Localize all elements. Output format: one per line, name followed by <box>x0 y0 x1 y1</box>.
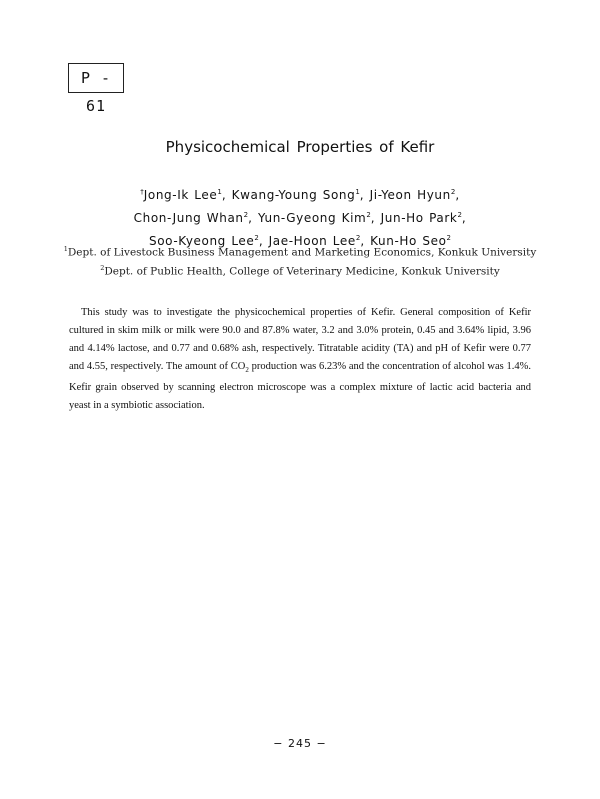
affiliation-line <box>0 242 600 261</box>
author-affiliation: 1 <box>355 188 360 196</box>
author-affiliation: 2 <box>355 234 361 242</box>
author-name: Jae-Hoon Lee <box>268 234 356 248</box>
author-affiliation: 2 <box>446 234 451 242</box>
abstract-subscript: 2 <box>245 366 249 375</box>
affiliation-text: Dept. of Public Health, College of Veterinary Medicine, Konkuk University <box>104 265 500 277</box>
affiliation-line <box>0 261 600 280</box>
abstract-part: production was 6.23% and the concentration of alcohol was 1.4%. Kefir grain observed by scanning electron microscope was a complex mixture of lactic acid bacteria and yeast in a symbiotic association. <box>69 361 531 412</box>
author-name: Yun-Gyeong Kim <box>257 211 367 225</box>
author-name: Soo-Kyeong Lee <box>149 234 255 248</box>
author-name: Chon-Jung Whan <box>133 211 244 225</box>
author-name: Ji-Yeon Hyun <box>369 188 451 202</box>
author-name: Kwang-Young Song <box>231 188 356 202</box>
author-name: Kun-Ho Seo <box>370 234 447 248</box>
author-affiliation: 2 <box>243 211 249 219</box>
author-affiliation: 2 <box>254 234 259 242</box>
author-affiliation: 1 <box>217 188 222 196</box>
author-affiliation: 2 <box>366 211 371 219</box>
abstract-part: This study was to investigate the physicochemical properties of Kefir. General composition of Kefir cultured in skim milk or milk were 90.0 and 87.8% water, 3.2 and 3.0% protein, 0.45 and 3.64% lipid, 3.96 and 4.14% lactose, and 0.77 and 0.68% ash, respectively. Titratable acidity (TA) and pH of Kefir were 0.77 and 4.55, respectively. The amount of CO <box>69 307 531 372</box>
affiliation-number: 2 <box>100 263 105 272</box>
author-name: Jong-Ik Lee <box>143 188 218 202</box>
paper-id-box: P - 61 <box>68 63 124 93</box>
affiliation-number: 1 <box>63 245 68 253</box>
corresponding-mark: † <box>140 188 144 196</box>
affiliations <box>0 242 600 279</box>
affiliation-text: Dept. of Livestock Business Management and Marketing Economics, Konkuk University <box>67 246 537 259</box>
author-name: Jun-Ho Park <box>380 211 458 225</box>
author-affiliation: 2 <box>450 188 456 196</box>
paper-title: Physicochemical Properties of Kefir <box>165 138 435 156</box>
abstract-text <box>69 304 531 415</box>
author-affiliation: 2 <box>457 211 462 219</box>
author-list: †Jong-Ik Lee$^1$, Kwang-Young Song$^1$, Ji-Yeon Hyun$^2$, Chon-Jung Whan$^2$, Yun-Gyeong Kim$^2$, Jun-Ho Park$^2$, Soo-Kyeong Lee$^2$, Jae-Hoon Lee$^2$, Kun-Ho Seo$^2$ <box>133 188 467 248</box>
page-number: − 245 − <box>273 737 327 750</box>
